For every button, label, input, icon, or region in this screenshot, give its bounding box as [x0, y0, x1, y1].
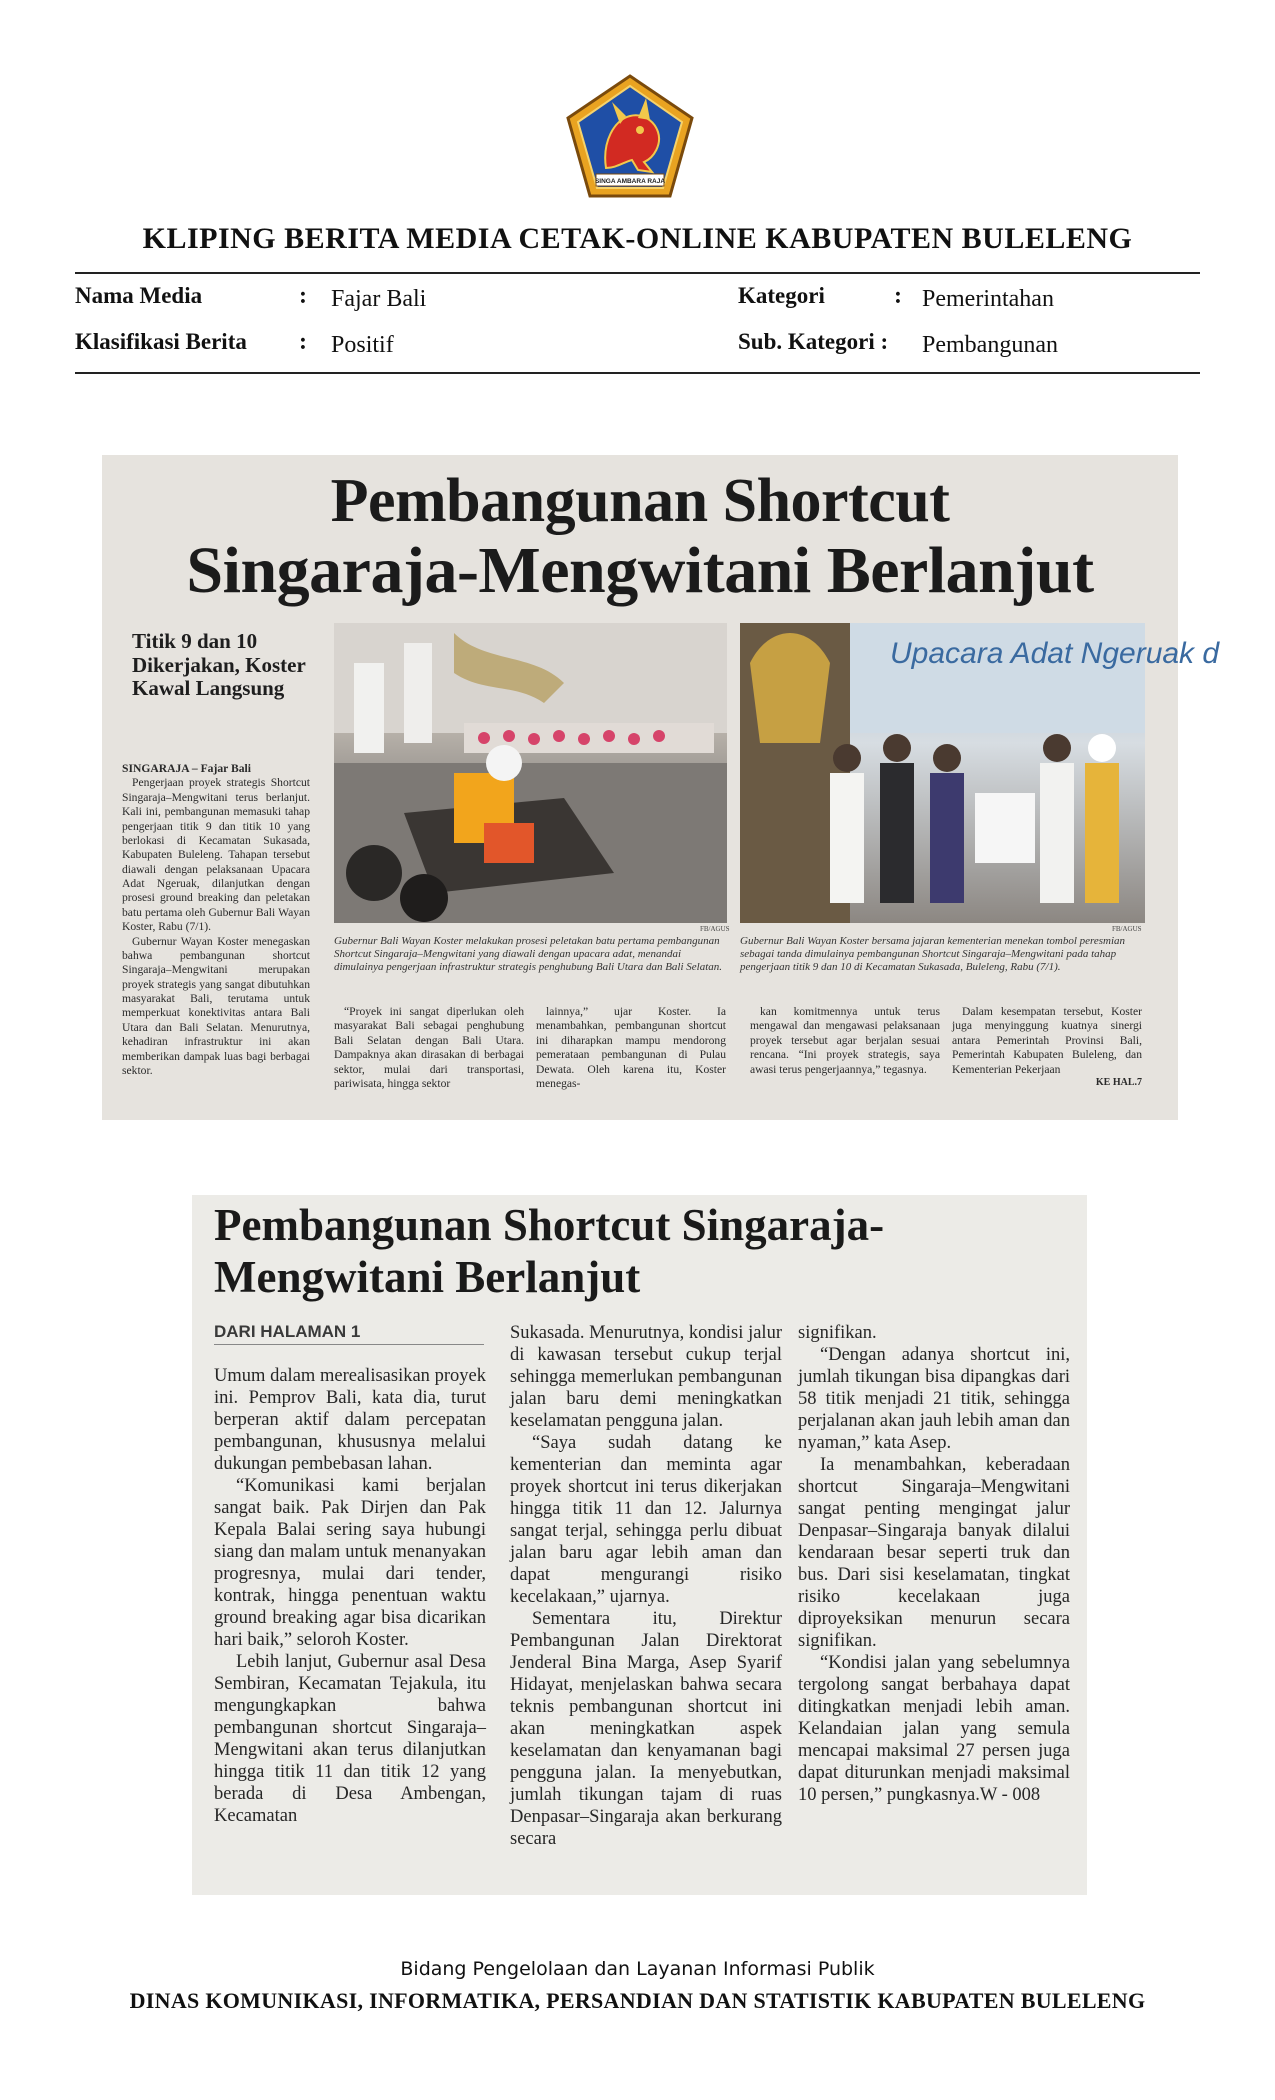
clip1-photo2-caption: Gubernur Bali Wayan Koster bersama jajaran kementerian menekan tombol peresmian sebagai tanda dimulainya pembangunan Shortcut Singaraja–Mengwitani pada tahap pengerjaan titik 9 dan 10 di Kecamatan Sukasada, Buleleng, Rabu (7/1). [740, 935, 1126, 974]
clip1-column-3 [536, 1005, 726, 1091]
clip2-col1-para1: Umum dalam merealisasikan proyek ini. Pemprov Bali, kata dia, turut berperan aktif dalam percepatan pembangunan, khususnya melalui dukungan pembebasan lahan. [214, 1366, 486, 1474]
clip1-photo2-banner-text: Upacara Adat Ngeruak d [890, 637, 1220, 670]
clip2-col2-para3: Sementara itu, Direktur Pembangunan Jalan Direktorat Jenderal Bina Marga, Asep Syarif Hidayat, menjelaskan bahwa secara teknis pembangunan shortcut ini akan meningkatkan aspek keselamatan dan kenyamanan bagi pengguna jalan. Ia menyebutkan, jumlah tikungan tajam di ruas Denpasar–Singaraja akan berkurang secara [510, 1609, 782, 1849]
footer-department-division: Bidang Pengelolaan dan Layanan Informasi Publik [400, 1958, 875, 1980]
clip2-column-2 [510, 1322, 782, 1850]
clip1-col2-text: “Proyek ini sangat diperlukan oleh masyarakat Bali sebagai penghubung Bali Selatan dengan Bali Utara. Dampaknya akan dirasakan di berbagai sektor, mulai dari transportasi, pariwisata, hingga sektor [334, 1005, 524, 1090]
clip2-column-3 [798, 1322, 1070, 1806]
kategori-label: Kategori [738, 283, 825, 308]
document-title: KLIPING BERITA MEDIA CETAK-ONLINE KABUPATEN BULELENG [142, 222, 1133, 255]
clip1-photo-groundbreaking [334, 623, 727, 923]
clip1-col1-para2: Gubernur Wayan Koster menegaskan bahwa pembangunan shortcut Singaraja–Mengwitani merupakan proyek strategis yang sangat dibutuhkan masyarakat Bali, terutama untuk memperkuat konektivitas antara Bali Utara dan Bali Selatan. Menurutnya, kehadiran infrastruktur ini akan memberikan dampak luas bagi berbagai sektor. [122, 934, 310, 1077]
clip2-headline-line1: Pembangunan Shortcut Singaraja- [214, 1200, 885, 1250]
clip1-photo2-credit: FB/AGUS [1112, 925, 1142, 933]
clip2-col3-para3: Ia menambahkan, keberadaan shortcut Singaraja–Mengwitani sangat penting mengingat jalur Denpasar–Singaraja banyak dilalui kendaraan besar seperti truk dan bus. Dari sisi keselamatan, tingkat risiko kecelakaan juga diproyeksikan menurun secara signifikan. [798, 1455, 1070, 1651]
clip1-dateline: SINGARAJA – Fajar Bali [122, 762, 251, 775]
logo-motto: SINGA AMBARA RAJA [594, 178, 666, 185]
buleleng-lion-emblem-logo [562, 72, 698, 202]
clip2-col2-para1: Sukasada. Menurutnya, kondisi jalur di kawasan tersebut cukup terjal sehingga memerlukan pembangunan jalan baru demi meningkatkan keselamatan pengguna jalan. [510, 1323, 782, 1431]
clip1-col4-text: kan komitmennya untuk terus mengawal dan mengawasi pelaksanaan proyek tersebut agar berjalan sesuai rencana. “Ini proyek strategis, saya awasi terus pengerjaannya,” tegasnya. [750, 1005, 940, 1076]
kategori-colon: : [894, 283, 902, 309]
clip2-col3-para2: “Dengan adanya shortcut ini, jumlah tikungan bisa dipangkas dari 58 titik menjadi 21 titik, sehingga perjalanan akan jauh lebih aman dan nyaman,” kata Asep. [798, 1345, 1070, 1453]
clip2-col2-para2: “Saya sudah datang ke kementerian dan meminta agar proyek shortcut ini terus dikerjakan hingga titik 11 dan 12. Jalurnya sangat terjal, sehingga perlu dibuat jalan baru agar lebih aman dan dapat mengurangi risiko kecelakaan,” ujarnya. [510, 1433, 782, 1607]
clip1-photo1-credit: FB/AGUS [700, 925, 730, 933]
footer-agency-name: DINAS KOMUNIKASI, INFORMATIKA, PERSANDIAN DAN STATISTIK KABUPATEN BULELENG [129, 1988, 1146, 2013]
clip1-jump-label: KE HAL.7 [1095, 1076, 1142, 1088]
clip1-headline-line1: Pembangunan Shortcut [330, 467, 950, 535]
clip1-column-4 [750, 1005, 940, 1077]
header-top-rule [75, 272, 1200, 274]
clip1-column-1 [122, 762, 310, 1078]
header-bottom-rule [75, 372, 1200, 374]
clip1-headline-line2: Singaraja-Mengwitani Berlanjut [186, 534, 1094, 607]
newspaper-clipping-front-page [102, 455, 1220, 1120]
clip1-subheadline: Titik 9 dan 10 Dikerjakan, Koster Kawal Langsung [132, 629, 306, 701]
subkategori-label: Sub. Kategori : [738, 329, 889, 354]
clip1-col1-para1: Pengerjaan proyek strategis Shortcut Singaraja–Mengwitani terus berlanjut. Kali ini, pembangunan memasuki tahap pengerjaan titik 9 dan titik 10 yang berlokasi di Kecamatan Sukasada, Kabupaten Buleleng. Tahapan tersebut diawali dengan pelaksanaan Upacara Adat Ngeruak, dilanjutkan dengan prosesi ground breaking dan peletakan batu pertama oleh Gubernur Bali Wayan Koster, Rabu (7/1). [122, 776, 310, 934]
klasifikasi-value: Positif [331, 332, 394, 358]
newspaper-clipping-continuation [192, 1195, 1087, 1895]
clip1-column-5 [952, 1005, 1142, 1089]
clip1-col3-text: lainnya,” ujar Koster. Ia menambahkan, pembangunan shortcut ini diharapkan mampu mendorong pemerataan pembangunan di Pulau Dewata. Oleh karena itu, Koster menegas- [536, 1005, 726, 1090]
subkategori-value: Pembangunan [922, 332, 1058, 358]
clip2-col3-para4: “Kondisi jalan yang sebelumnya tergolong sangat berbahaya dapat ditingkatkan menjadi lebih aman. Kelandaian jalan yang semula mencapai maksimal 27 persen juga dapat diturunkan menjadi maksimal 10 persen,” pungkasnya.W - 008 [798, 1653, 1070, 1805]
klasifikasi-label: Klasifikasi Berita [75, 329, 247, 354]
nama-media-colon: : [299, 283, 307, 309]
clip2-kicker: DARI HALAMAN 1 [214, 1322, 484, 1345]
clip2-column-1 [214, 1365, 486, 1827]
clip2-headline-line2: Mengwitani Berlanjut [214, 1252, 641, 1302]
kategori-value: Pemerintahan [922, 286, 1054, 312]
clip1-photo1-caption: Gubernur Bali Wayan Koster melakukan prosesi peletakan batu pertama pembangunan Shortcut Singaraja–Mengwitani yang diawali dengan upacara adat, menandai dimulainya pengerjaan infrastruktur strategis penghubung Bali Utara dan Bali Selatan. [334, 935, 723, 974]
nama-media-label: Nama Media [75, 283, 203, 308]
nama-media-value: Fajar Bali [331, 286, 427, 312]
clip2-col1-para3: Lebih lanjut, Gubernur asal Desa Sembiran, Kecamatan Tejakula, itu mengungkapkan bahwa pembangunan shortcut Singaraja–Mengwitani akan terus dilanjutkan hingga titik 11 dan titik 12 yang berada di Desa Ambengan, Kecamatan [214, 1652, 486, 1826]
klasifikasi-colon: : [299, 329, 307, 355]
clip1-photo-ceremony [740, 623, 1220, 923]
clip2-col1-para2: “Komunikasi kami berjalan sangat baik. Pak Dirjen dan Pak Kepala Balai sering saya hubungi siang dan malam untuk menanyakan progresnya, mulai dari tender, kontrak, hingga penentuan waktu ground breaking agar bisa dicarikan hari baik,” seloroh Koster. [214, 1476, 486, 1650]
clip1-column-2 [334, 1005, 524, 1091]
clip1-col5-text: Dalam kesempatan tersebut, Koster juga menyinggung kuatnya sinergi antara Pemerintah Provinsi Bali, Pemerintah Kabupaten Buleleng, dan Kementerian Pekerjaan [952, 1005, 1142, 1076]
clip2-col3-para1: signifikan. [798, 1323, 877, 1343]
